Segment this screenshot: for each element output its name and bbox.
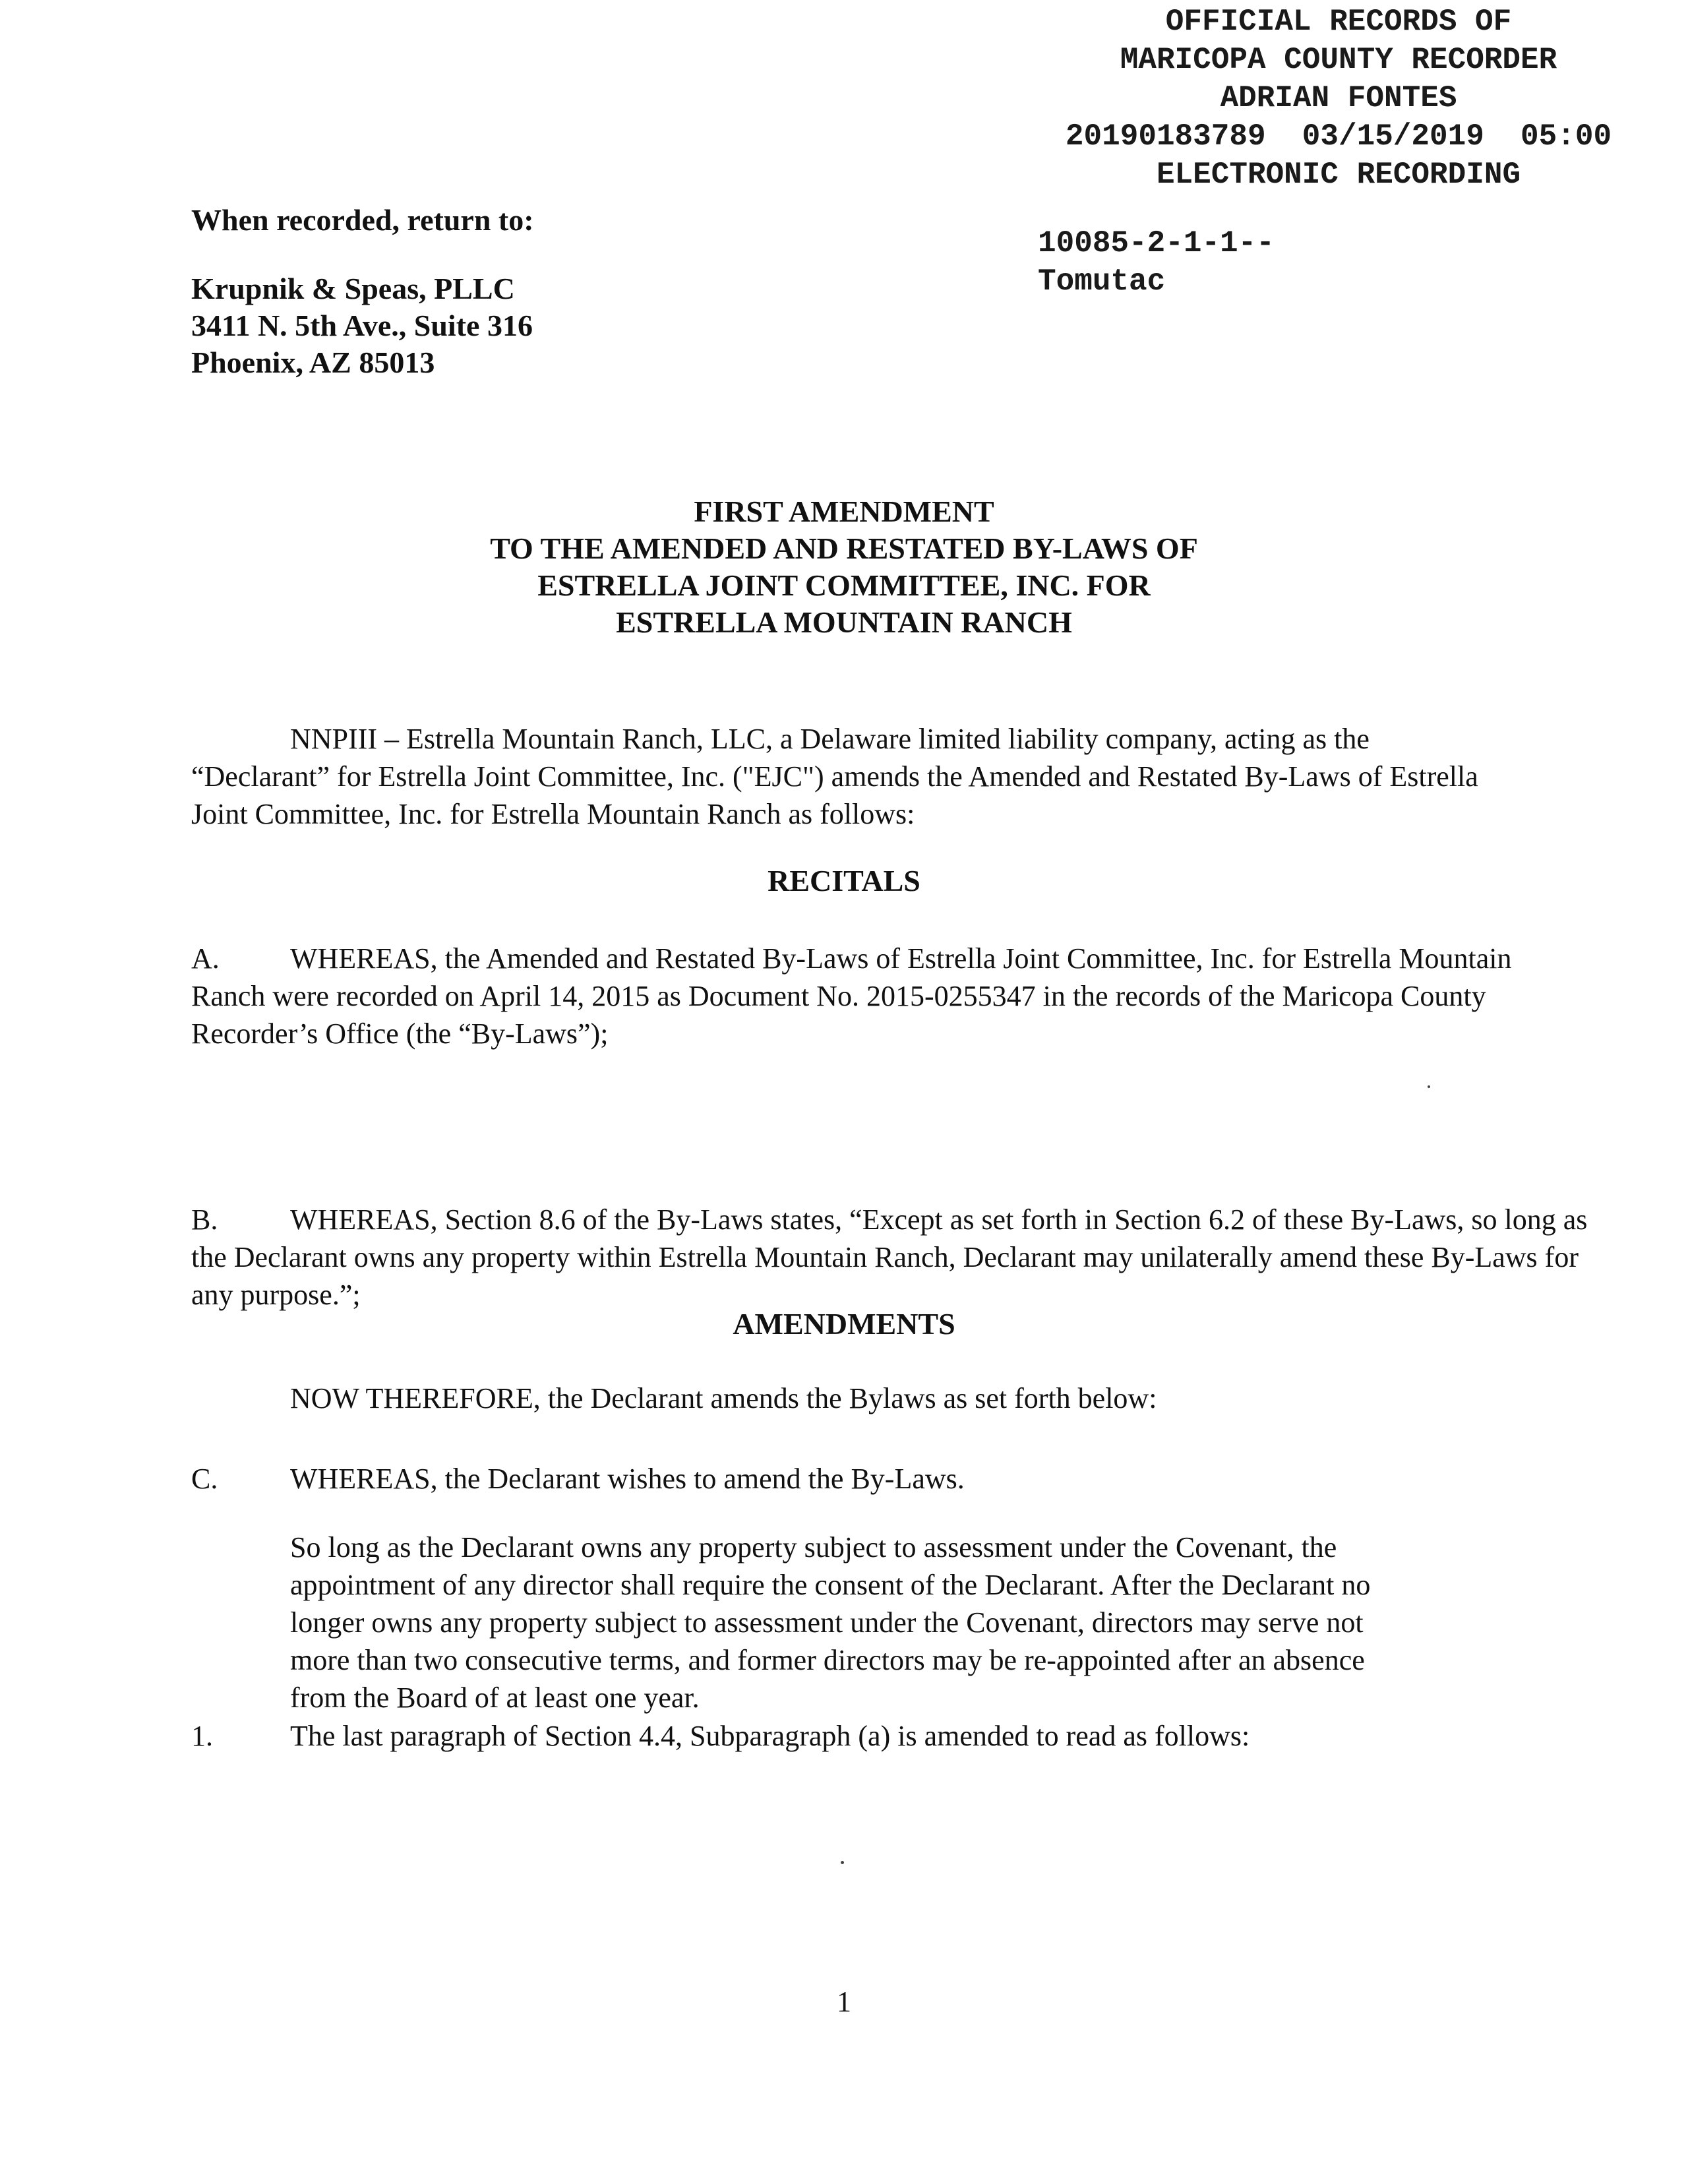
amendment-item-1-quote: So long as the Declarant owns any property subject to assessment under the Covenant, the appointment of any director shall require the consent of the Declarant. After the Declarant no longer owns any property subject to assessment under the Covenant, directors may serve not more than two consecutive terms, and former directors may be re-appointed after an absence from the Board of at least one year.: [290, 1531, 1371, 1714]
recital-c-text: WHEREAS, the Declarant wishes to amend the By-Laws.: [290, 1463, 965, 1495]
intro-paragraph: NNPIII – Estrella Mountain Ranch, LLC, a Delaware limited liability company, acting as the “Declarant” for Estrella Joint Committee, Inc. ("EJC") amends the Amended and Restated By-Laws of Estrella Joint Committee, Inc. for Estrella Mountain Ranch as follows:: [191, 723, 1478, 830]
return-to-city: Phoenix, AZ 85013: [191, 346, 435, 379]
page-number: 1: [837, 1986, 851, 2018]
recital-b-text: WHEREAS, Section 8.6 of the By-Laws states, “Except as set forth in Section 6.2 of these By-Laws, so long as the Declarant owns any property within Estrella Mountain Ranch, Declarant may unilaterally amend these By-Laws for any purpose.”;: [191, 1203, 1588, 1311]
stamp-code-line-2: Tomutac: [1038, 264, 1166, 299]
title-line-4: ESTRELLA MOUNTAIN RANCH: [616, 605, 1072, 639]
amendments-intro: NOW THEREFORE, the Declarant amends the Bylaws as set forth below:: [290, 1382, 1157, 1414]
document-title: [0, 493, 1688, 641]
return-to-block: [191, 202, 534, 381]
stamp-line-1: OFFICIAL RECORDS OF: [1165, 5, 1512, 39]
recital-a: [191, 940, 1592, 1052]
amendment-item-1: [191, 1717, 1592, 1755]
recital-b-label: B.: [191, 1203, 218, 1236]
recital-a-text: WHEREAS, the Amended and Restated By-Laws of Estrella Joint Committee, Inc. for Estrella Mountain Ranch were recorded on April 14, 2015 as Document No. 2015-0255347 in the records of the Maricopa County Recorder’s Office (the “By-Laws”);: [191, 942, 1512, 1050]
stamp-line-3: ADRIAN FONTES: [1220, 81, 1457, 115]
recital-b: [191, 1201, 1592, 1314]
return-to-address: 3411 N. 5th Ave., Suite 316: [191, 309, 533, 342]
recitals-heading: RECITALS: [768, 864, 920, 897]
amendment-item-1-text: The last paragraph of Section 4.4, Subparagraph (a) is amended to read as follows:: [290, 1720, 1250, 1752]
recital-a-label: A.: [191, 942, 220, 975]
recorder-stamp: [1002, 3, 1675, 299]
stamp-line-4: 20190183789 03/15/2019 05:00: [1065, 119, 1612, 154]
stamp-line-5: ELECTRONIC RECORDING: [1156, 158, 1521, 192]
title-line-1: FIRST AMENDMENT: [694, 495, 994, 528]
recital-c: [191, 1460, 1592, 1498]
title-line-2: TO THE AMENDED AND RESTATED BY-LAWS OF: [490, 531, 1198, 565]
stamp-code-line-1: 10085-2-1-1--: [1038, 226, 1275, 260]
scan-speck: [1428, 1085, 1430, 1088]
amendments-heading: AMENDMENTS: [733, 1307, 955, 1341]
return-to-heading: When recorded, return to:: [191, 203, 534, 237]
title-line-3: ESTRELLA JOINT COMMITTEE, INC. FOR: [537, 568, 1151, 602]
stamp-line-2: MARICOPA COUNTY RECORDER: [1120, 43, 1557, 77]
return-to-name: Krupnik & Speas, PLLC: [191, 272, 515, 305]
recital-c-label: C.: [191, 1463, 218, 1495]
amendment-item-1-label: 1.: [191, 1720, 213, 1752]
scan-speck: [841, 1861, 844, 1864]
